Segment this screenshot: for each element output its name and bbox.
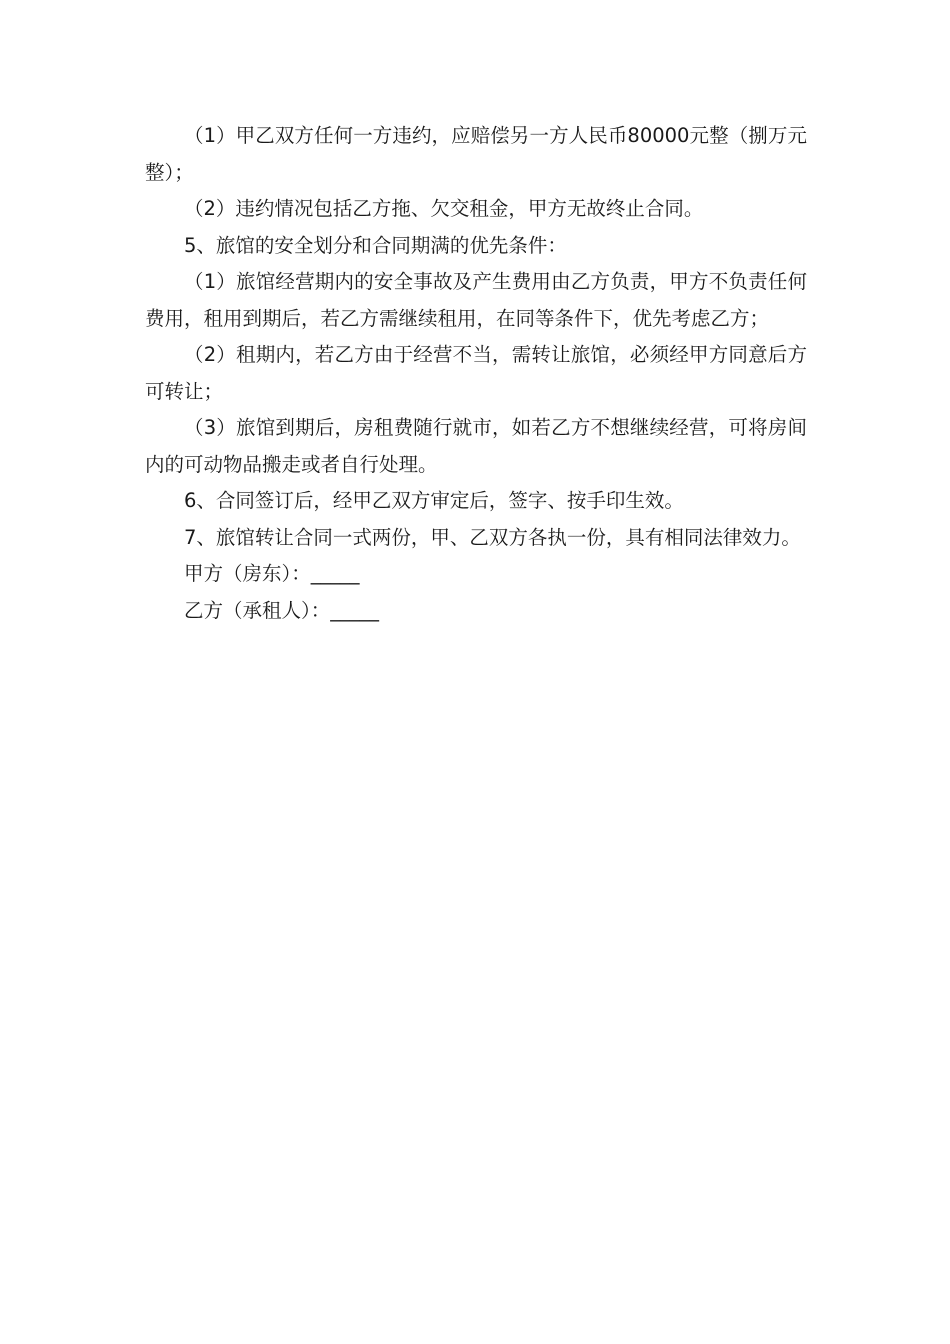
clause-6-signing: 6、合同签订后，经甲乙双方审定后，签字、按手印生效。 (184, 489, 684, 512)
clause-breach-conditions: （2）违约情况包括乙方拖、欠交租金，甲方无故终止合同。 (184, 197, 704, 220)
document-body (145, 118, 807, 629)
clause-7-copies: 7、旅馆转让合同一式两份，甲、乙双方各执一份，具有相同法律效力。 (184, 525, 801, 549)
signature-party-a: 甲方（房东）：_____ (184, 562, 360, 585)
clause-transfer-consent: （2）租期内，若乙方由于经营不当，需转让旅馆，必须经甲方同意后方可转让； (145, 343, 807, 403)
signature-party-b: 乙方（承租人）：_____ (184, 598, 380, 622)
clause-breach-compensation: （1）甲乙双方任何一方违约，应赔偿另一方人民币80000元整（捌万元整）； (145, 124, 807, 184)
clause-expiry-rent: （3）旅馆到期后，房租费随行就市，如若乙方不想继续经营，可将房间内的可动物品搬走或者自行处理。 (145, 416, 807, 476)
clause-5-heading: 5、旅馆的安全划分和合同期满的优先条件： (184, 233, 567, 257)
clause-safety-liability: （1）旅馆经营期内的安全事故及产生费用由乙方负责，甲方不负责任何费用，租用到期后，若乙方需继续租用，在同等条件下，优先考虑乙方； (145, 270, 807, 330)
